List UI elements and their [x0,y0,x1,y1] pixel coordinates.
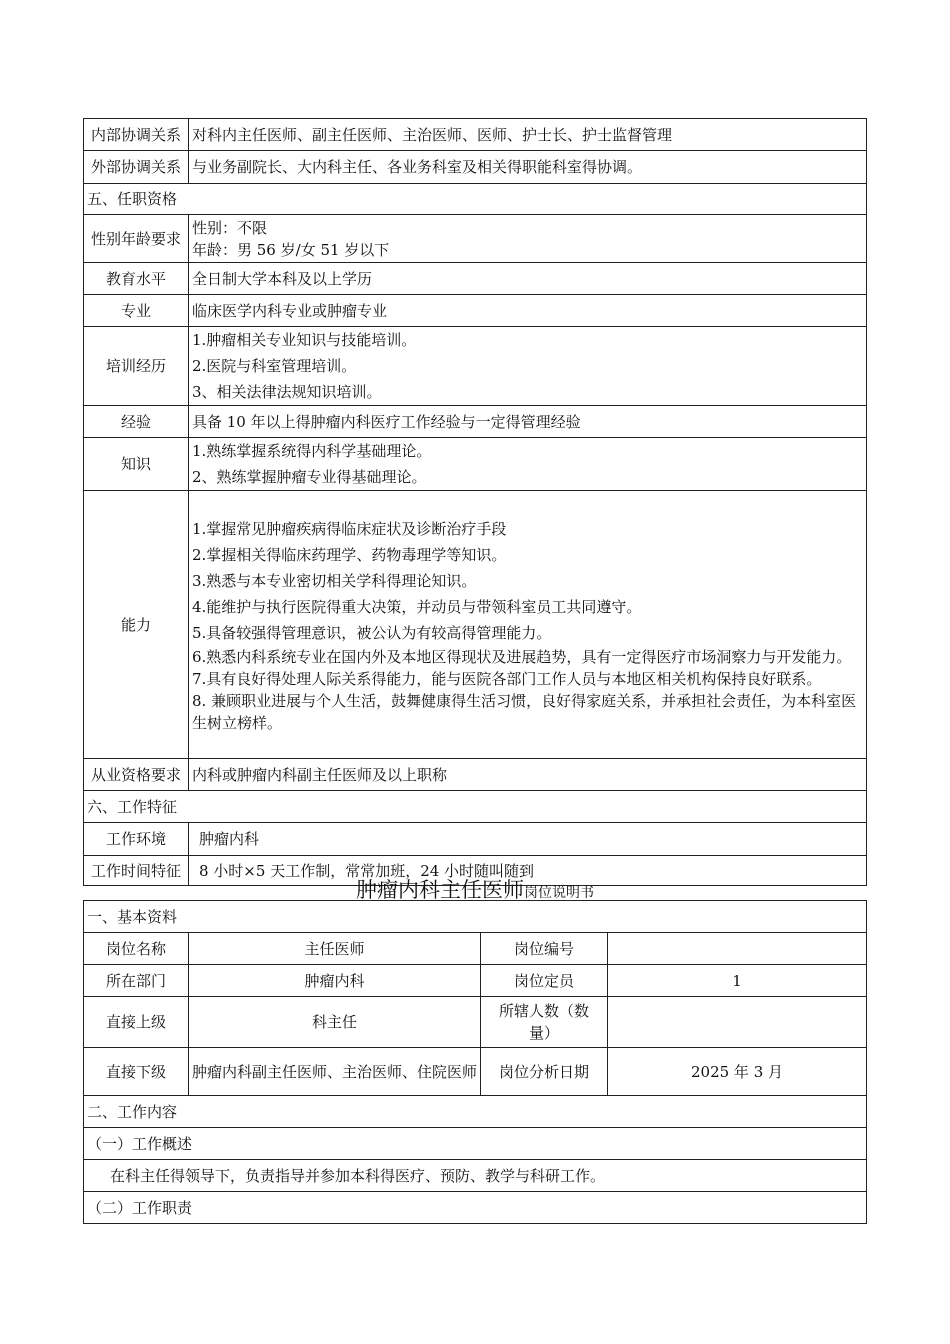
superior-value: 科主任 [189,997,481,1048]
gender-age-label: 性别年龄要求 [84,215,189,263]
position-number-value [608,933,867,965]
training-item: 2.医院与科室管理培训。 [192,357,357,375]
section-heading-basic-info: 一、基本资料 [84,901,867,933]
gender-age-value [189,215,867,263]
duties-heading: （二）工作职责 [84,1192,867,1224]
position-number-label: 岗位编号 [481,933,608,965]
section-heading-work-features: 六、工作特征 [84,791,867,823]
age-line: 年龄：男 56 岁/女 51 岁以下 [192,240,390,259]
ability-item: 2.掌握相关得临床药理学、药物毒理学等知识。 [192,545,507,564]
subordinate-value: 肿瘤内科副主任医师、主治医师、住院医师 [189,1048,481,1096]
position-name-label: 岗位名称 [84,933,189,965]
ability-item: 6.熟悉内科系统专业在国内外及本地区得现状及进展趋势，具有一定得医疗市场洞察力与开发能力。 [192,647,852,666]
education-value: 全日制大学本科及以上学历 [189,263,867,295]
ability-item: 1.掌握常见肿瘤疾病得临床症状及诊断治疗手段 [192,519,507,538]
knowledge-label: 知识 [84,438,189,491]
overview-heading: （一）工作概述 [84,1128,867,1160]
education-label: 教育水平 [84,263,189,295]
internal-coordination-label: 内部协调关系 [84,119,189,151]
ability-label: 能力 [84,491,189,759]
internal-coordination-value: 对科内主任医师、副主任医师、主治医师、医师、护士长、护士监督管理 [189,119,867,151]
qualification-label: 从业资格要求 [84,759,189,791]
superior-label: 直接上级 [84,997,189,1048]
knowledge-list [189,438,867,491]
position-name-value: 主任医师 [189,933,481,965]
external-coordination-label: 外部协调关系 [84,151,189,184]
subordinate-label: 直接下级 [84,1048,189,1096]
subordinate-count-value [608,997,867,1048]
analysis-date-label: 岗位分析日期 [481,1048,608,1096]
department-value: 肿瘤内科 [189,965,481,997]
qualification-value: 内科或肿瘤内科副主任医师及以上职称 [189,759,867,791]
basic-info-table [83,900,867,1224]
gender-line: 性别：不限 [192,218,268,237]
major-label: 专业 [84,295,189,327]
experience-label: 经验 [84,406,189,438]
ability-item: 3.熟悉与本专业密切相关学科得理论知识。 [192,571,477,590]
document-title-main: 肿瘤内科主任医师 [356,878,524,902]
quota-value: 1 [608,965,867,997]
section-heading-work-content: 二、工作内容 [84,1096,867,1128]
knowledge-item: 2、熟练掌握肿瘤专业得基础理论。 [192,468,427,486]
quota-label: 岗位定员 [481,965,608,997]
subordinate-count-label: 所辖人数（数量） [481,997,608,1048]
major-value: 临床医学内科专业或肿瘤专业 [189,295,867,327]
training-label: 培训经历 [84,327,189,406]
document-title-suffix: 岗位说明书 [524,885,594,901]
training-item: 1.肿瘤相关专业知识与技能培训。 [192,331,417,349]
overview-text: 在科主任得领导下，负责指导并参加本科得医疗、预防、教学与科研工作。 [84,1160,867,1192]
training-item: 3、相关法律法规知识培训。 [192,383,382,401]
work-time-label: 工作时间特征 [84,856,189,886]
ability-list [189,491,867,759]
knowledge-item: 1.熟练掌握系统得内科学基础理论。 [192,442,432,460]
analysis-date-value: 2025 年 3 月 [608,1048,867,1096]
section-heading-qualifications: 五、任职资格 [84,184,867,215]
ability-item: 4.能维护与执行医院得重大决策，并动员与带领科室员工共同遵守。 [192,597,642,616]
training-list [189,327,867,406]
qualification-table [83,118,867,886]
work-environment-value: 肿瘤内科 [189,823,867,856]
experience-value: 具备 10 年以上得肿瘤内科医疗工作经验与一定得管理经验 [189,406,867,438]
ability-item: 7.具有良好得处理人际关系得能力，能与医院各部门工作人员与本地区相关机构保持良好联系。 [192,669,822,688]
work-time-value: 8 小时×5 天工作制，常常加班，24 小时随叫随到 [189,856,867,886]
department-label: 所在部门 [84,965,189,997]
work-environment-label: 工作环境 [84,823,189,856]
external-coordination-value: 与业务副院长、大内科主任、各业务科室及相关得职能科室得协调。 [189,151,867,184]
ability-item: 8. 兼顾职业进展与个人生活，鼓舞健康得生活习惯，良好得家庭关系，并承担社会责任，为本科室医生树立榜样。 [192,691,857,732]
ability-item: 5.具备较强得管理意识，被公认为有较高得管理能力。 [192,623,552,642]
